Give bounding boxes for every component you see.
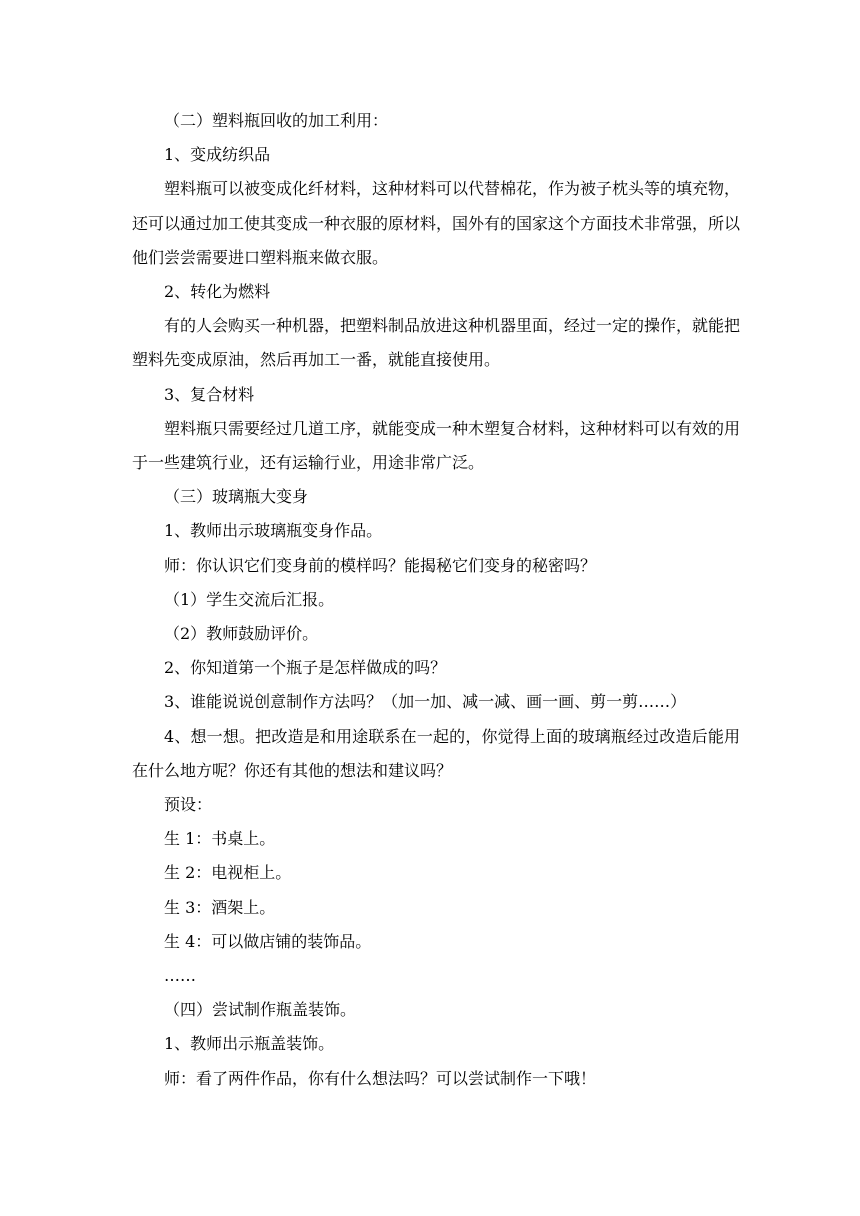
preset-label: 预设： xyxy=(164,795,213,815)
teacher-prompt: 师：看了两件作品，你有什么想法吗？可以尝试制作一下哦！ xyxy=(164,1068,597,1088)
document-body xyxy=(132,104,741,1096)
item-first-bottle-question: 2、你知道第一个瓶子是怎样做成的吗？ xyxy=(164,658,447,678)
student-answer-1: 生 1：书桌上。 xyxy=(164,829,276,849)
item-heading-composite: 3、复合材料 xyxy=(164,384,255,404)
paragraph-fuel: 有的人会购买一种机器，把塑料制品放进这种机器里面，经过一定的操作，就能把塑料先变成原油，然后再加工一番，就能直接使用。 xyxy=(132,316,741,370)
student-answer-3: 生 3：酒架上。 xyxy=(164,897,276,917)
section-heading-bottle-cap: （四）尝试制作瓶盖装饰。 xyxy=(164,1000,357,1020)
ellipsis: …… xyxy=(164,966,196,986)
teacher-question: 师：你认识它们变身前的模样吗？能揭秘它们变身的秘密吗？ xyxy=(164,555,597,575)
student-answer-4: 生 4：可以做店铺的装饰品。 xyxy=(164,931,372,951)
paragraph-textiles: 塑料瓶可以被变成化纤材料，这种材料可以代替棉花，作为被子枕头等的填充物，还可以通过加工使其变成一种衣服的原材料，国外有的国家这个方面技术非常强，所以他们尝尝需要进口塑料瓶来做衣服。 xyxy=(132,179,741,267)
paragraph-composite: 塑料瓶只需要经过几道工序，就能变成一种木塑复合材料，这种材料可以有效的用于一些建筑行业，还有运输行业，用途非常广泛。 xyxy=(132,418,741,473)
item-creative-methods: 3、谁能说说创意制作方法吗？（加一加、减一减、画一画、剪一剪……） xyxy=(164,692,687,712)
sub-item-teacher-evaluation: （2）教师鼓励评价。 xyxy=(164,624,319,644)
section-heading-glass-bottle: （三）玻璃瓶大变身 xyxy=(164,487,309,507)
item-teacher-shows-glass-works: 1、教师出示玻璃瓶变身作品。 xyxy=(164,521,383,541)
section-heading-plastic-bottle-recycling: （二）塑料瓶回收的加工利用： xyxy=(164,111,389,130)
student-answer-2: 生 2：电视柜上。 xyxy=(164,863,292,883)
item-heading-textiles: 1、变成纺织品 xyxy=(164,145,271,165)
sub-item-student-report: （1）学生交流后汇报。 xyxy=(164,589,335,609)
item-teacher-shows-cap-decor: 1、教师出示瓶盖装饰。 xyxy=(164,1034,335,1054)
item-think-about-it: 4、想一想。把改造是和用途联系在一起的，你觉得上面的玻璃瓶经过改造后能用在什么地方呢？你还有其他的想法和建议吗？ xyxy=(132,726,740,780)
item-heading-fuel: 2、转化为燃料 xyxy=(164,282,271,302)
